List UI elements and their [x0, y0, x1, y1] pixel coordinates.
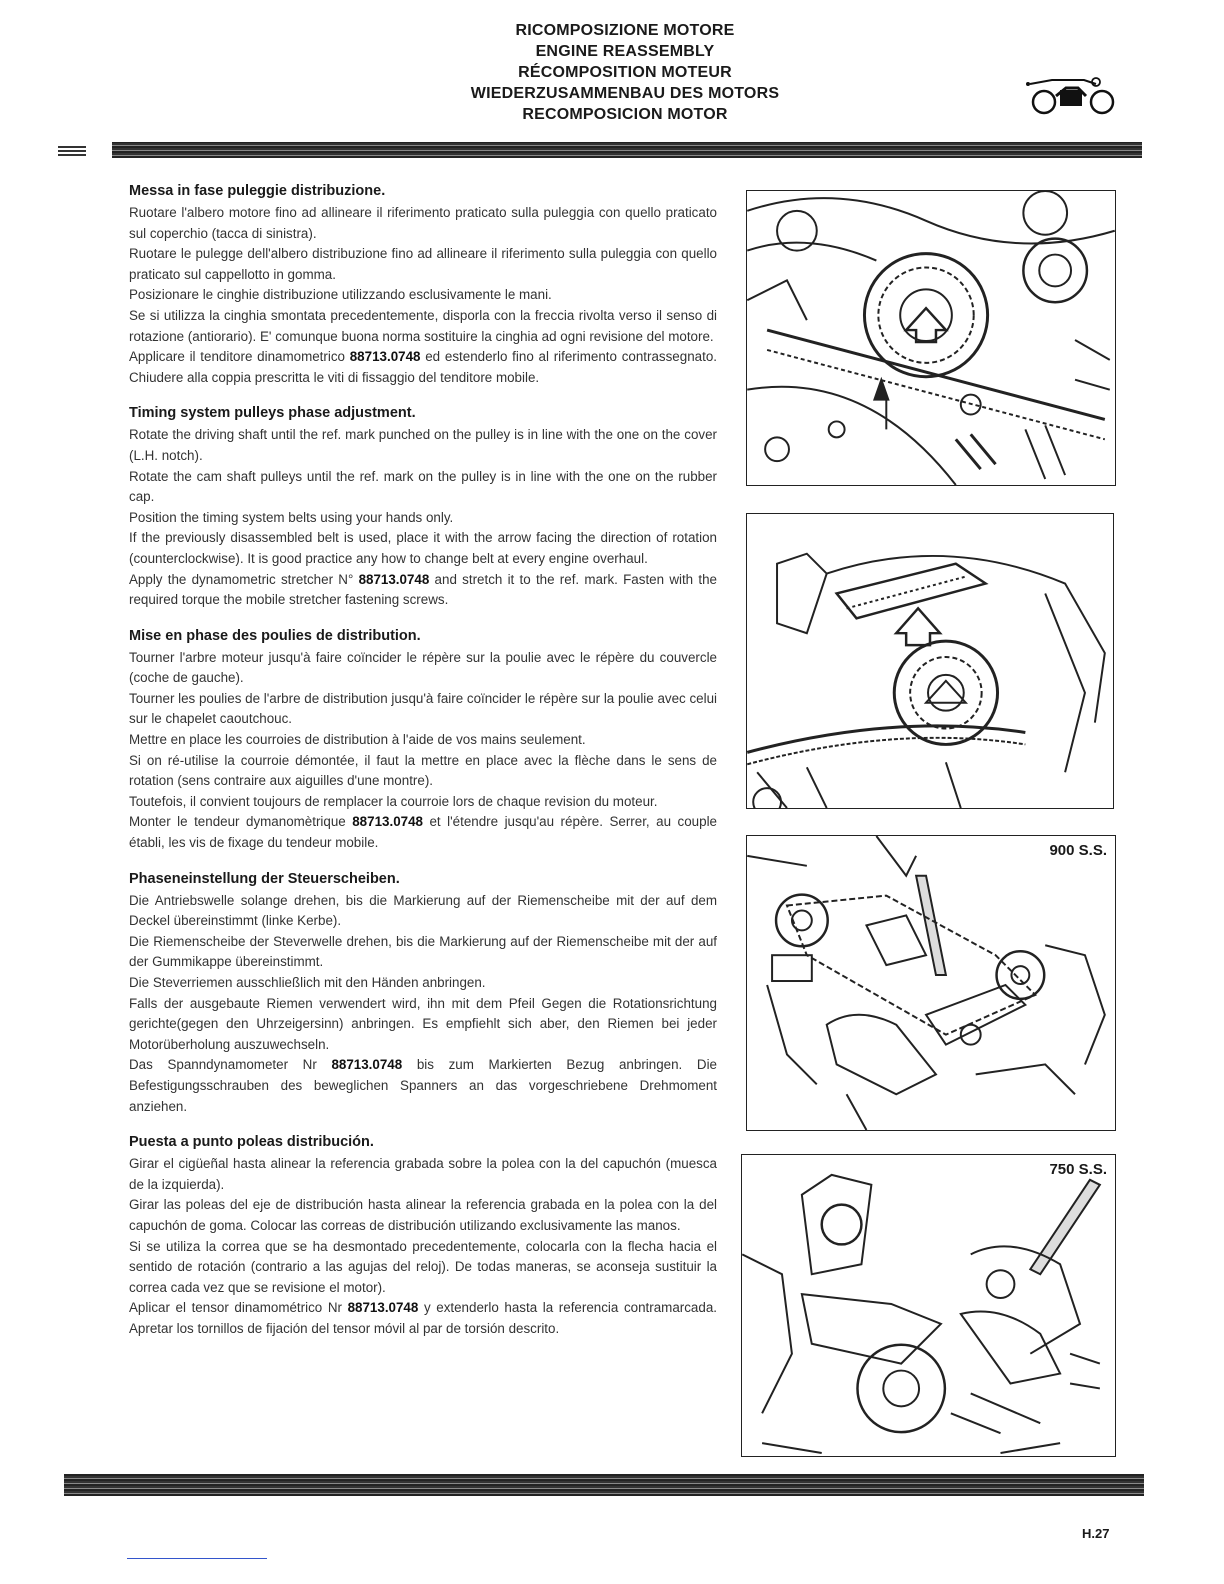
figure-label: 900 S.S. [1049, 842, 1107, 859]
section-title: Phaseneinstellung der Steuerscheiben. [129, 870, 400, 887]
paragraph: Se si utilizza la cinghia smontata precedentemente, disporla con la freccia rivolta verso il senso di rotazione (antiorario). E' comunque buona norma sostituire la cinghia ad ogni revisione del motore. [129, 307, 717, 344]
tool-text-after: ed estenderlo fino al riferimento contrassegnato. Chiudere alla coppia prescritta le viti di fissaggio del tenditore mobile. [129, 349, 717, 385]
section-title: Mise en phase des poulies de distribution. [129, 627, 421, 644]
paragraph: Girar el cigüeñal hasta alinear la referencia grabada sobre la polea con la del capuchón (muesca de la izquierda). [129, 1156, 717, 1192]
tool-text-after: y extenderlo hasta la referencia contramarcada. Apretar los tornillos de fijación del tensor móvil al par de torsión descrito. [129, 1300, 717, 1336]
figure-pulley-alignment [746, 190, 1116, 486]
tool-text-before: Applicare il tenditore dinamometrico [129, 349, 350, 365]
page-header [420, 20, 830, 125]
paragraph: Rotate the cam shaft pulleys until the ref. mark on the pulley is in line with the one on the rubber cap. [129, 468, 717, 505]
footer-rule [64, 1474, 1144, 1496]
paragraph: Falls der ausgebaute Riemen verwendert wird, ihn mit dem Pfeil Gegen die Rotationsrichtung gerichte(gegen den Uhrzeigersinn) anbringen. Es empfiehlt sich aber, den Riemen bei jeder Motorüberholung auszuwechseln. [129, 995, 717, 1052]
section-title: Timing system pulleys phase adjustment. [129, 405, 416, 422]
header-title-es: RECOMPOSICION MOTOR [522, 106, 728, 123]
section-english [129, 404, 717, 610]
tool-code: 88713.0748 [331, 1057, 403, 1073]
paragraph: Si on ré-utilise la courroie démontée, il faut la mettre en place avec la flèche dans le sens de rotation (sens contraire aux aiguilles d'une montre). [129, 752, 717, 789]
instructions-column [129, 182, 717, 1356]
section-title: Messa in fase puleggie distribuzione. [129, 183, 386, 199]
figure-label: 750 S.S. [1049, 1161, 1107, 1178]
section-title: Puesta a punto poleas distribución. [129, 1134, 374, 1151]
paragraph: Toutefois, il convient toujours de remplacer la courroie lors de chaque revision du moteur. [129, 793, 658, 809]
figure-900ss-tensioner [746, 835, 1116, 1131]
paragraph: Die Antriebswelle solange drehen, bis die Markierung auf der Riemenscheibe mit der auf dem Deckel übereinstimmt (linke Kerbe). [129, 892, 717, 929]
tool-text-before: Monter le tendeur dymanomètrique [129, 814, 353, 830]
paragraph: Girar las poleas del eje de distribución hasta alinear la referencia grabada en la polea con la del capuchón de goma. Colocar las correas de distribución utilizando exclusivamente las manos. [129, 1197, 717, 1233]
tool-text-before: Das Spanndynamometer Nr [129, 1057, 332, 1073]
paragraph: Ruotare le pulegge dell'albero distribuzione fino ad allineare il riferimento sulla puleggia con quello praticato sul cappellotto in gomma. [129, 246, 717, 282]
header-title-fr: RÉCOMPOSITION MOTEUR [518, 64, 732, 81]
header-title-en: ENGINE REASSEMBLY [535, 43, 715, 60]
tool-paragraph [129, 1055, 717, 1117]
tool-text-before: Apply the dynamometric stretcher N° [129, 571, 359, 587]
page-number: H.27 [1082, 1526, 1110, 1541]
paragraph: If the previously disassembled belt is used, place it with the arrow facing the direction of rotation (counterclockwise). It is good practice any how to change belt at every engine overhaul. [129, 530, 717, 566]
tool-paragraph [129, 1298, 717, 1339]
paragraph: Mettre en place les courroies de distribution à l'aide de vos mains seulement. [129, 732, 586, 748]
tool-code: 88713.0748 [358, 571, 430, 587]
paragraph: Tourner les poulies de l'arbre de distribution jusqu'à faire coïncider le répère sur la poulie avec celui sur le chapelet caoutchouc. [129, 690, 717, 727]
tool-paragraph [129, 812, 717, 853]
paragraph: Ruotare l'albero motore fino ad allineare il riferimento praticato sulla puleggia con quello praticato sul coperchio (tacca di sinistra). [129, 205, 717, 241]
section-italian [129, 182, 717, 388]
tool-paragraph [129, 570, 717, 611]
section-german [129, 870, 717, 1118]
section-spanish [129, 1133, 717, 1339]
motorcycle-engine-icon [1022, 70, 1122, 120]
tool-code: 88713.0748 [349, 349, 421, 365]
tool-text-after: and stretch it to the ref. mark. Fasten with the required torque the mobile stretcher fastening screws. [129, 571, 717, 608]
figure-belt-direction [746, 513, 1114, 809]
paragraph: Rotate the driving shaft until the ref. mark punched on the pulley is in line with the one on the cover (L.H. notch). [129, 427, 717, 463]
paragraph: Die Riemenscheibe der Steverwelle drehen, bis die Markierung auf der Riemenscheibe mit der auf der Gummikappe übereinstimmt. [129, 933, 717, 970]
header-rule [112, 142, 1142, 158]
tool-code: 88713.0748 [347, 1300, 419, 1316]
tool-paragraph [129, 347, 717, 388]
tool-text-after: bis zum Markierten Bezug anbringen. Die Befestigungsschrauben des beweglichen Spanners an das vorgeschriebene Drehmoment anziehen. [129, 1057, 717, 1114]
header-title-it: RICOMPOSIZIONE MOTORE [515, 22, 735, 39]
tool-code: 88713.0748 [352, 814, 423, 830]
tool-text-before: Aplicar el tensor dinamométrico Nr [129, 1300, 348, 1316]
paragraph: Tourner l'arbre moteur jusqu'à faire coïncider le répère sur la poulie avec le répère du couvercle (coche de gauche). [129, 649, 717, 686]
paragraph: Position the timing system belts using your hands only. [129, 509, 454, 525]
tool-text-after: et l'étendre jusqu'au répère. Serrer, au couple établi, les vis de fixage du tendeur mobile. [129, 814, 717, 851]
paragraph: Posizionare le cinghie distribuzione utilizzando esclusivamente le mani. [129, 287, 552, 303]
section-french [129, 627, 717, 854]
header-title-de: WIEDERZUSAMMENBAU DES MOTORS [470, 85, 780, 102]
footer-link-underline [127, 1558, 267, 1559]
paragraph: Die Steverriemen ausschließlich mit den Händen anbringen. [129, 975, 486, 990]
header-rule-mark [58, 146, 86, 156]
paragraph: Si se utiliza la correa que se ha desmontado precedentemente, colocarla con la flecha hacia el sentido de rotación (contrario a las agujas del reloj). De todas maneras, se aconseja sustituir la correa cada vez que se revisione el motor). [129, 1238, 717, 1295]
figure-750ss-tensioner [741, 1154, 1116, 1457]
